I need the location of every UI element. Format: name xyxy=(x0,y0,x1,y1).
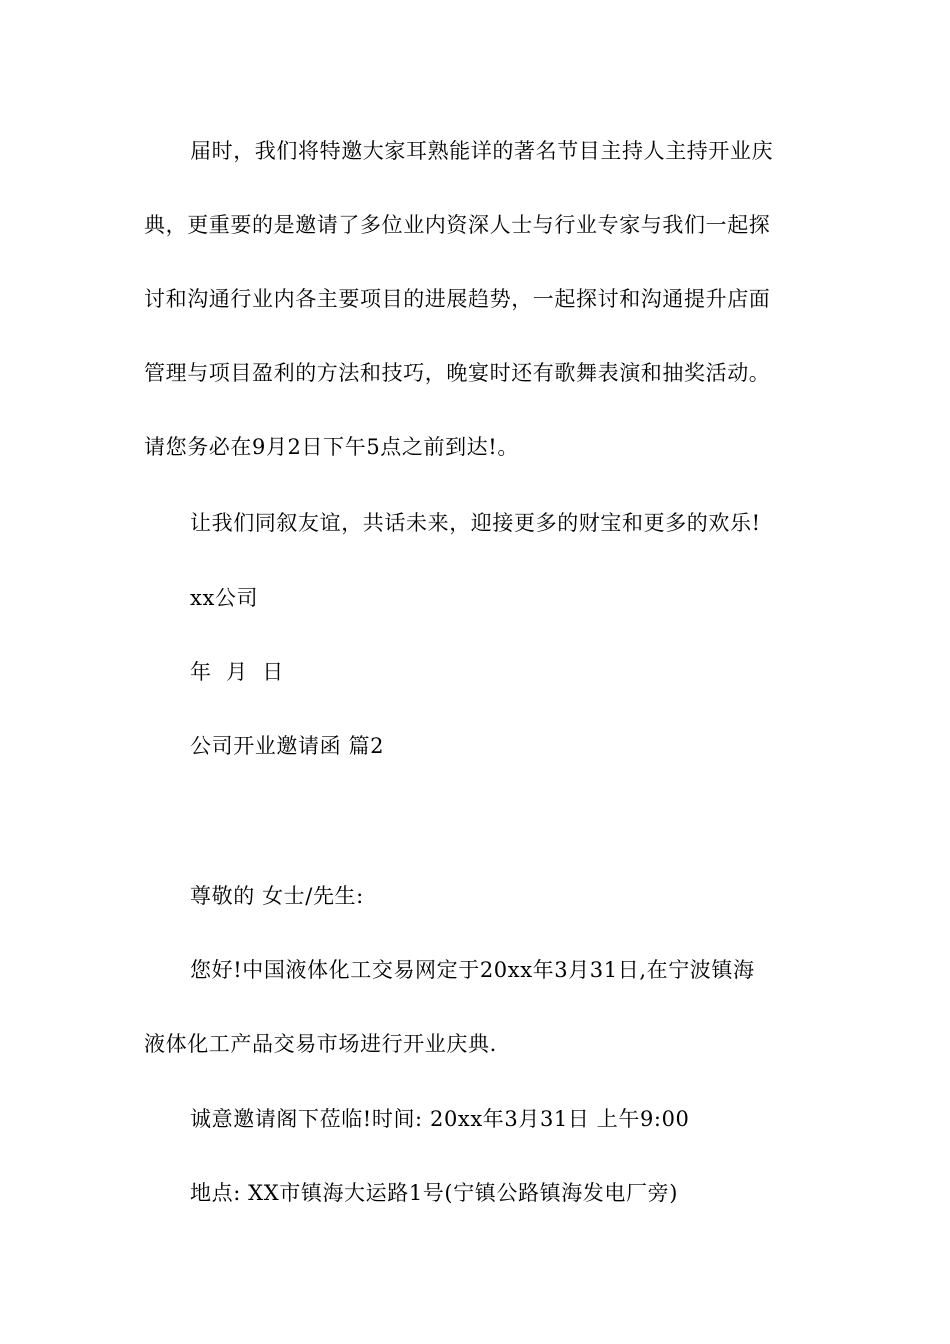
paragraph-1-line-2: 典，更重要的是邀请了多位业内资深人士与行业专家与我们一起探 xyxy=(144,213,771,237)
invitation-time: 诚意邀请阁下莅临!时间: 20xx年3月31日 上午9:00 xyxy=(190,1107,690,1131)
paragraph-1-line-3: 讨和沟通行业内各主要项目的进展趋势，一起探讨和沟通提升店面 xyxy=(144,287,771,311)
closing-line: 让我们同叙友谊，共话未来，迎接更多的财宝和更多的欢乐! xyxy=(190,511,761,535)
paragraph-1-line-1: 届时，我们将特邀大家耳熟能详的著名节目主持人主持开业庆 xyxy=(190,139,774,163)
section-heading: 公司开业邀请函 篇2 xyxy=(190,734,385,758)
location: 地点: XX市镇海大运路1号(宁镇公路镇海发电厂旁) xyxy=(190,1181,678,1205)
salutation: 尊敬的 女士/先生: xyxy=(190,884,364,908)
paragraph-2-line-2: 液体化工产品交易市场进行开业庆典. xyxy=(144,1032,497,1056)
signature-company: xx公司 xyxy=(190,586,259,610)
paragraph-1-line-5: 请您务必在9月2日下午5点之前到达!。 xyxy=(144,435,519,459)
signature-date: 年 月 日 xyxy=(190,660,284,684)
paragraph-2-line-1: 您好!中国液体化工交易网定于20xx年3月31日,在宁波镇海 xyxy=(190,958,755,982)
paragraph-1-line-4: 管理与项目盈利的方法和技巧，晚宴时还有歌舞表演和抽奖活动。 xyxy=(144,361,771,385)
